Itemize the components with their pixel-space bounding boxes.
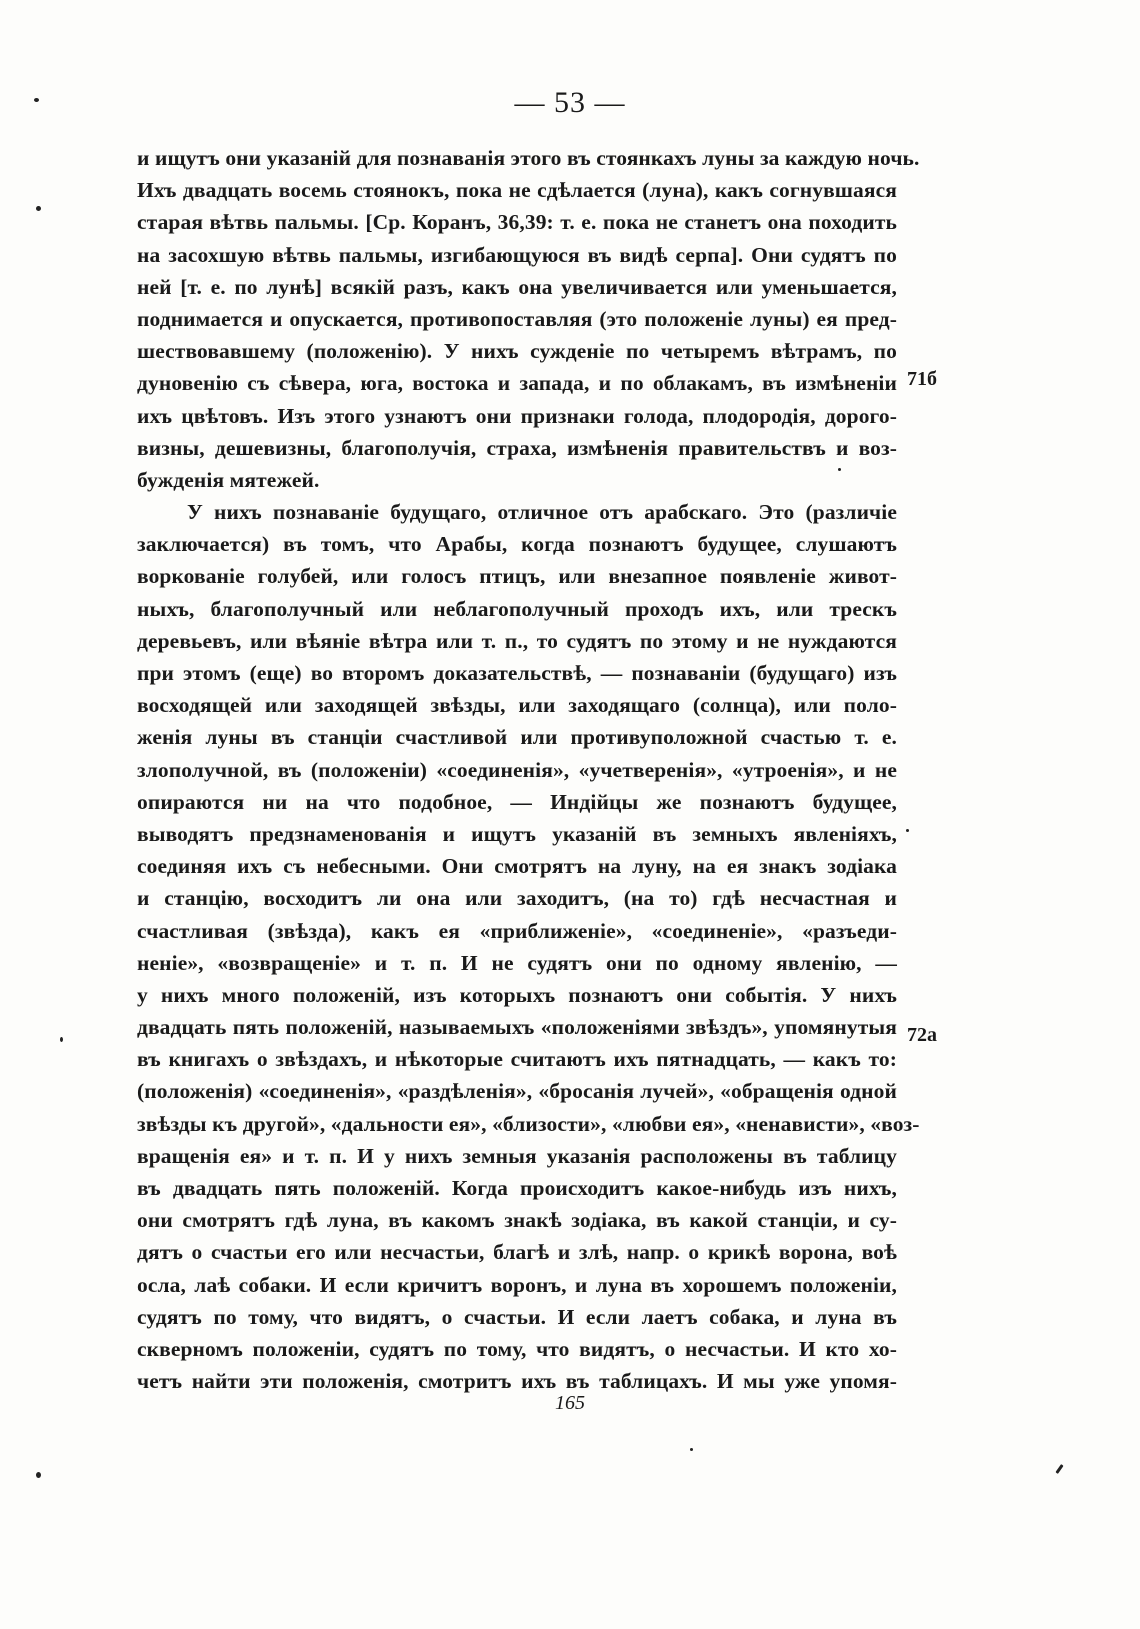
paragraph-2 bbox=[137, 496, 920, 1397]
text-line: восходящей или заходящей звѣзды, или заходящаго (солнца), или поло- bbox=[137, 693, 897, 718]
text-line: заключается) въ томъ, что Арабы, когда познаютъ будущее, слушаютъ bbox=[137, 532, 897, 557]
page-number-header: — 53 — bbox=[514, 86, 626, 119]
text-line: шествовавшему (положенію). У нихъ сужденіе по четыремъ вѣтрамъ, по bbox=[137, 339, 897, 364]
margin-note-71b: 71б bbox=[907, 368, 937, 390]
scan-speck bbox=[906, 829, 909, 832]
scan-speck bbox=[690, 1448, 693, 1451]
text-line: ней [т. е. по лунѣ] всякій разъ, какъ она увеличивается или уменьшается, bbox=[137, 274, 897, 299]
text-line: вращенія ея» и т. п. И у нихъ земныя указанія расположены въ таблицу bbox=[137, 1143, 897, 1168]
text-line: и станцію, восходитъ ли она или заходитъ, (на то) гдѣ несчастная и bbox=[137, 886, 897, 911]
margin-note-72a: 72a bbox=[907, 1024, 937, 1046]
text-line: при этомъ (еще) во второмъ доказательствѣ, — познаваніи (будущаго) изъ bbox=[137, 661, 897, 685]
text-line: счастливая (звѣзда), какъ ея «приближеніе», «соединеніе», «разъеди- bbox=[137, 918, 897, 943]
text-line: въ двадцать пять положеній. Когда происходитъ какое-нибудь изъ нихъ, bbox=[137, 1176, 897, 1200]
text-line: деревьевъ, или вѣяніе вѣтра или т. п., то судятъ по этому и не нуждаются bbox=[137, 628, 897, 653]
text-line: злополучной, въ (положеніи) «соединенія», «учетверенія», «утроенія», и не bbox=[137, 757, 897, 782]
printer-signature: 165 bbox=[555, 1392, 585, 1414]
text-line: воркованіе голубей, или голосъ птицъ, или внезапное появленіе живот- bbox=[137, 564, 897, 589]
text-line: старая вѣтвь пальмы. [Ср. Коранъ, 36,39: т. е. пока не станетъ она походить bbox=[137, 210, 897, 235]
scan-speck bbox=[36, 206, 41, 211]
text-line: Ихъ двадцать восемь стоянокъ, пока не сдѣлается (луна), какъ согнувшаяся bbox=[137, 178, 897, 203]
text-line: женія луны въ станціи счастливой или противуположной счастью т. е. bbox=[137, 725, 897, 750]
text-line: (положенія) «соединенія», «раздѣленія», «бросанія лучей», «обращенія одной bbox=[137, 1079, 897, 1104]
text-line: соединяя ихъ съ небесными. Они смотрятъ на луну, на ея знакъ зодіака bbox=[137, 854, 897, 879]
text-line: звѣзды къ другой», «дальности ея», «близости», «любви ея», «ненависти», «воз- bbox=[137, 1111, 920, 1136]
scan-speck bbox=[34, 98, 39, 102]
scan-speck bbox=[1055, 1464, 1063, 1474]
text-line: у нихъ много положеній, изъ которыхъ познаютъ они событія. У нихъ bbox=[137, 982, 897, 1007]
text-line: ихъ цвѣтовъ. Изъ этого узнаютъ они признаки голода, плодородія, дорого- bbox=[137, 403, 897, 428]
paragraph-1 bbox=[137, 142, 920, 496]
text-line: неніе», «возвращеніе» и т. п. И не судятъ они по одному явленію, — bbox=[137, 950, 897, 975]
text-line: на засохшую вѣтвь пальмы, изгибающуюся въ видѣ серпа]. Они судятъ по bbox=[137, 242, 897, 267]
text-line: выводятъ предзнаменованія и ищутъ указаній въ земныхъ явленіяхъ, bbox=[137, 821, 897, 846]
text-line: въ книгахъ о звѣздахъ, и нѣкоторые считаютъ ихъ пятнадцать, — какъ то: bbox=[137, 1047, 897, 1072]
body-text bbox=[137, 142, 920, 1397]
text-line: осла, лаѣ собаки. И если кричитъ воронъ, и луна въ хорошемъ положеніи, bbox=[137, 1272, 897, 1297]
text-line: они смотрятъ гдѣ луна, въ какомъ знакѣ зодіака, въ какой станціи, и су- bbox=[137, 1208, 897, 1233]
text-line: дятъ о счастьи его или несчастьи, благѣ и злѣ, напр. о крикѣ ворона, воѣ bbox=[137, 1240, 897, 1265]
text-line: бужденія мятежей. bbox=[137, 467, 320, 492]
text-line: двадцать пять положеній, называемыхъ «положеніями звѣздъ», упомянутыя bbox=[137, 1015, 897, 1040]
text-line: судятъ по тому, что видятъ, о счастьи. И если лаетъ собака, и луна въ bbox=[137, 1304, 897, 1329]
text-line: визны, дешевизны, благополучія, страха, измѣненія правительствъ и воз- bbox=[137, 435, 897, 460]
scan-speck bbox=[36, 1472, 41, 1478]
text-line: и ищутъ они указаній для познаванія этого въ стоянкахъ луны за каждую ночь. bbox=[137, 146, 920, 170]
text-line: скверномъ положеніи, судятъ по тому, что видятъ, о несчастьи. И кто хо- bbox=[137, 1336, 897, 1361]
text-line: У нихъ познаваніе будущаго, отличное отъ арабскаго. Это (различіе bbox=[187, 500, 897, 525]
scan-speck bbox=[838, 468, 841, 471]
text-line: поднимается и опускается, противопоставляя (это положеніе луны) ея пред- bbox=[137, 306, 897, 331]
scan-speck bbox=[60, 1037, 63, 1042]
text-line: четъ найти эти положенія, смотритъ ихъ въ таблицахъ. И мы уже упомя- bbox=[137, 1369, 897, 1394]
text-line: опираются ни на что подобное, — Индійцы же познаютъ будущее, bbox=[137, 789, 897, 814]
text-line: дуновенію съ сѣвера, юга, востока и запада, и по облакамъ, въ измѣненіи bbox=[137, 371, 897, 396]
text-line: ныхъ, благополучный или неблагополучный проходъ ихъ, или трескъ bbox=[137, 596, 897, 621]
